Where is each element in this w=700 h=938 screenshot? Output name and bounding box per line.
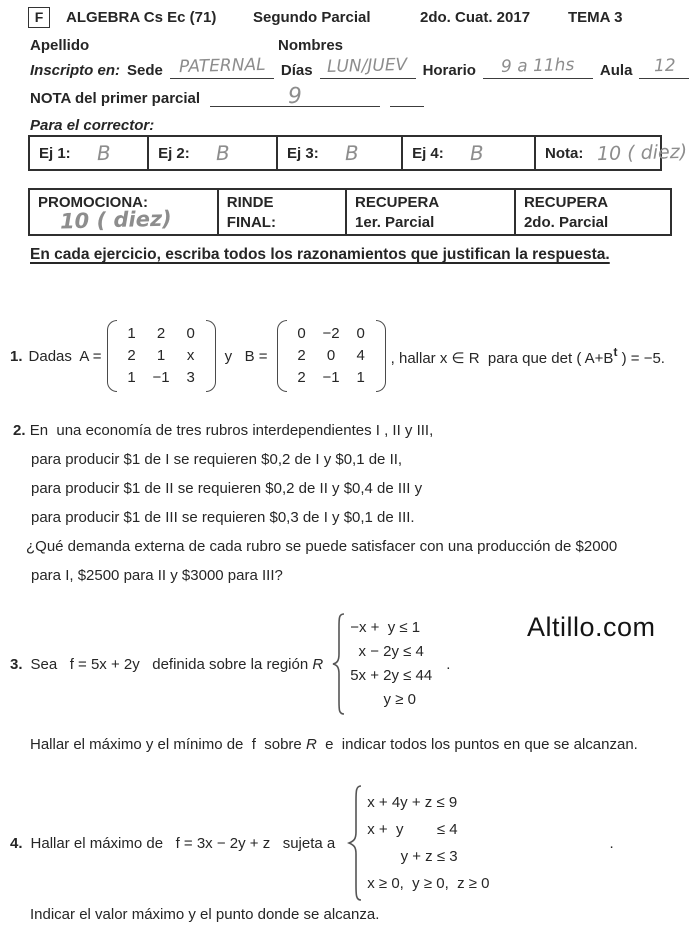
matrix-b — [277, 320, 386, 392]
aula-field — [639, 55, 689, 79]
ej3-label: Ej 3: — [287, 144, 319, 162]
inscripto-label: Inscripto en: — [30, 62, 121, 79]
matrix-b-cell: 0 — [356, 325, 365, 342]
apellido-label: Apellido — [30, 37, 90, 54]
version-letter-box: F — [28, 7, 50, 28]
matrix-b-grid — [287, 320, 376, 392]
nota-parcial-label: NOTA del primer parcial — [30, 90, 201, 107]
aula-value: 12 — [653, 55, 676, 77]
altillo-watermark: Altillo.com — [527, 612, 656, 642]
matrix-a-cell: 1 — [156, 347, 166, 364]
nota-parcial-extra-blank — [390, 86, 424, 107]
matrix-a-cell: 0 — [186, 325, 195, 342]
matrix-a-left-paren — [107, 320, 117, 392]
recupera-1er-cell — [347, 190, 516, 234]
ej2-grade: B — [215, 140, 230, 166]
grades-cell-ej4 — [403, 137, 536, 169]
problem-2-line — [26, 538, 617, 556]
ej1-grade: B — [96, 140, 111, 166]
problem-1-outro-pre: , hallar x ∈ R para que det ( A+B — [390, 349, 614, 367]
problem-2-line4: para producir $1 de III se requieren $0,3 de I y $0,1 de III. — [31, 509, 415, 526]
problem-4-period: . — [609, 834, 614, 852]
constraint: x + y ≤ 4 — [367, 821, 458, 838]
matrix-a — [107, 320, 216, 392]
recupera1-line1: RECUPERA — [355, 194, 440, 211]
corrector-title: Para el corrector: — [30, 117, 155, 134]
problem-2-line — [31, 480, 617, 498]
matrix-a-cell: x — [186, 347, 195, 364]
problem-3 — [10, 612, 450, 716]
matrix-a-cell: 1 — [127, 325, 136, 342]
matrix-b-cell: 1 — [356, 369, 365, 386]
matrix-b-cell: 2 — [297, 369, 306, 386]
matrix-b-cell: 0 — [297, 325, 306, 342]
recupera2-line2: 2do. Parcial — [523, 214, 609, 231]
problem-3-outro-post: e indicar todos los puntos en que se alcanzan. — [316, 736, 638, 753]
constraint: −x + y ≤ 1 — [350, 619, 421, 636]
aula-label: Aula — [599, 62, 633, 79]
sede-value: PATERNAL — [178, 54, 266, 78]
problem-2-line6: para I, $2500 para II y $3000 para III? — [31, 567, 283, 584]
horario-value: 9 a 11hs — [501, 55, 575, 77]
problem-4-outro: Indicar el valor máximo y el punto donde se alcanza. — [30, 906, 380, 923]
ej4-grade: B — [469, 140, 484, 166]
nota-parcial-row — [30, 83, 424, 110]
promociona-cell — [30, 190, 219, 234]
problem-4-constraints — [367, 789, 489, 897]
grades-cell-ej3 — [278, 137, 403, 169]
grades-cell-ej1 — [30, 137, 149, 169]
problem-4-intro: Hallar el máximo de f = 3x − 2y + z sujeta a — [30, 834, 336, 852]
rinde-line2: FINAL: — [226, 214, 276, 231]
problem-3-number: 3. — [10, 655, 23, 673]
promociona-label: PROMOCIONA: — [38, 194, 148, 211]
nota-grade: 10 ( diez) — [597, 140, 688, 166]
problem-2-line3: para producir $1 de II se requieren $0,2 de II y $0,4 de III y — [31, 480, 423, 497]
sede-label: Sede — [127, 62, 163, 79]
grades-cell-nota — [536, 137, 688, 169]
left-brace-icon — [347, 784, 363, 902]
transpose-superscript: t — [613, 344, 618, 359]
nota-label: Nota: — [545, 144, 584, 162]
matrix-b-right-paren — [376, 320, 386, 392]
dias-field — [320, 54, 416, 79]
matrix-a-cell: 1 — [127, 369, 136, 386]
exam-title: Segundo Parcial — [253, 9, 371, 26]
grades-cell-ej2 — [149, 137, 278, 169]
promociona-value: 10 ( diez) — [59, 206, 173, 234]
constraint: 5x + 2y ≤ 44 — [350, 667, 433, 684]
ej2-label: Ej 2: — [158, 144, 190, 162]
matrix-a-cell: 2 — [156, 325, 166, 342]
recupera-2do-cell — [516, 190, 670, 234]
ej1-label: Ej 1: — [39, 144, 71, 162]
problem-2-line1: En una economía de tres rubros interdependientes I , II y III, — [29, 422, 434, 439]
instruction-text: En cada ejercicio, escriba todos los razonamientos que justifican la respuesta. — [30, 246, 610, 263]
problem-3-outro-pre: Hallar el máximo y el mínimo de f sobre — [30, 736, 306, 753]
problem-2-line — [31, 567, 617, 585]
constraint: x − 2y ≤ 4 — [350, 643, 424, 660]
recupera2-line1: RECUPERA — [523, 194, 609, 211]
rinde-final-cell — [219, 190, 347, 234]
problem-1-number: 1. — [10, 347, 23, 365]
problem-1-outro-post: ) = −5. — [617, 349, 665, 367]
matrix-b-cell: −1 — [322, 369, 340, 386]
matrix-a-cell: 3 — [186, 369, 195, 386]
left-brace-icon — [331, 612, 346, 716]
constraint: x ≥ 0, y ≥ 0, z ≥ 0 — [367, 875, 490, 892]
problem-3-intro: Sea f = 5x + 2y definida sobre la región — [30, 655, 313, 673]
problem-2-line5: ¿Qué demanda externa de cada rubro se puede satisfacer con una producción de $2000 — [26, 538, 618, 555]
nota-parcial-value: 9 — [287, 83, 303, 110]
problem-1-between: y B = — [224, 347, 268, 365]
problem-3-outro — [30, 736, 638, 753]
result-table — [28, 188, 672, 236]
problem-1-outro — [391, 346, 665, 367]
problem-1 — [10, 320, 696, 392]
problem-4 — [10, 784, 614, 902]
nombres-label: Nombres — [278, 37, 344, 54]
ej4-label: Ej 4: — [412, 144, 444, 162]
nota-parcial-field — [210, 83, 380, 110]
problem-3-region-symbol: R — [312, 655, 324, 673]
matrix-b-cell: 2 — [297, 347, 306, 364]
inscripto-row — [30, 54, 690, 79]
course-title: ALGEBRA Cs Ec (71) — [66, 9, 217, 26]
matrix-b-cell: −2 — [322, 325, 340, 342]
matrix-a-cell: 2 — [127, 347, 136, 364]
constraint: y + z ≤ 3 — [367, 848, 458, 865]
problem-3-outro-region: R — [305, 736, 317, 753]
tema-label: TEMA 3 — [568, 9, 623, 26]
problem-1-intro: Dadas A = — [28, 347, 102, 365]
term-label: 2do. Cuat. 2017 — [420, 9, 531, 26]
problem-2-line — [31, 451, 617, 469]
horario-field — [483, 55, 593, 79]
matrix-a-right-paren — [206, 320, 216, 392]
matrix-b-left-paren — [277, 320, 287, 392]
problem-3-constraints — [350, 616, 432, 712]
matrix-a-grid — [117, 320, 206, 392]
constraint: y ≥ 0 — [350, 691, 416, 708]
problem-2-number: 2. — [13, 422, 26, 439]
grades-table — [28, 135, 688, 171]
ej3-grade: B — [344, 140, 359, 166]
dias-value: LUN/JUEV — [327, 54, 408, 78]
problem-2-line2: para producir $1 de I se requieren $0,2 de I y $0,1 de II, — [31, 451, 403, 468]
rinde-line1: RINDE — [226, 194, 274, 211]
dias-label: Días — [280, 62, 313, 79]
recupera1-line2: 1er. Parcial — [355, 214, 435, 231]
matrix-b-cell: 0 — [326, 347, 336, 364]
matrix-a-cell: −1 — [152, 369, 170, 386]
sede-field — [170, 54, 274, 79]
constraint: x + 4y + z ≤ 9 — [367, 794, 458, 811]
problem-2-line — [13, 422, 617, 440]
problem-2-line — [31, 509, 617, 527]
matrix-b-cell: 4 — [356, 347, 365, 364]
problem-4-number: 4. — [10, 834, 23, 852]
horario-label: Horario — [422, 62, 476, 79]
problem-3-period: . — [446, 655, 451, 673]
problem-2 — [13, 422, 617, 596]
